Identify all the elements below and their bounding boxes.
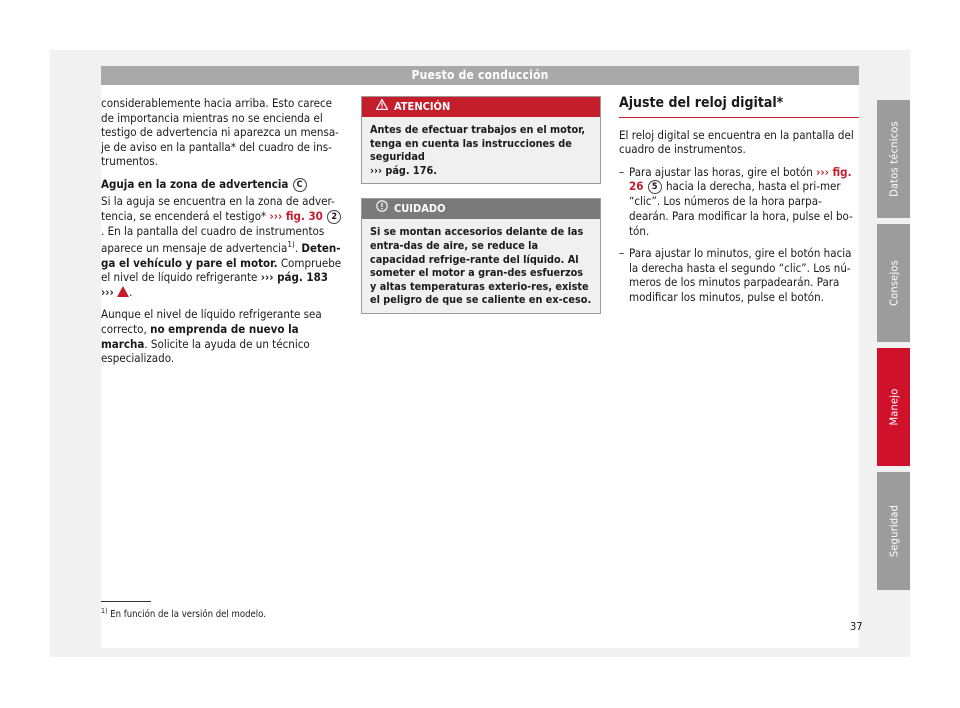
footnote-ref[interactable]: 1) [287,240,295,250]
list-item: – Para ajustar las horas, gire el botón ››› fig. 26 5 hacia la derecha, hasta el pri-mer “clic”. Los números de la hora parpa-dearán. Para modificar la hora, pulse el bo-tón. [619,164,853,238]
footnote: $^{1)}$ En función de la versión del modelo. [101,607,266,621]
page-link[interactable]: pág. 176 [385,163,434,177]
tab-manejo[interactable]: Manejo [877,348,910,466]
page-link[interactable]: ››› pág. 183 [260,270,329,285]
caution-box [361,198,601,314]
paragraph: Aunque el nivel de líquido refrigerante sea correcto, no emprenda de nuevo la marcha. Solicite la ayuda de un técnico especializado. [101,307,322,366]
caution-box-header: CUIDADO [362,199,600,219]
column-left [101,96,343,374]
column-middle [361,96,601,328]
tab-consejos[interactable]: Consejos [877,224,910,342]
callout-marker: 5 [648,180,662,194]
caution-box-body: Si se montan accesorios delante de las entra-das de aire, se reduce la capacidad refrige-rante del líquido. Al someter el motor a gran-des esfuerzos y altas temperaturas exterio-res, existe el peligro de que se caliente en ex-ceso. [362,219,600,313]
tab-seguridad[interactable]: Seguridad [877,472,910,590]
section-heading: Aguja en la zona de advertencia C [101,177,343,192]
tab-datos-tecnicos[interactable]: Datos técnicos [877,100,910,218]
figure-link[interactable]: ››› fig. 30 [269,208,323,223]
column-right [619,96,859,313]
warning-box [361,96,601,184]
page-header: Puesto de conducción [101,66,859,85]
list-item: – Para ajustar lo minutos, gire el botón hacia la derecha hasta el segundo “clic”. Los nú-meros de los minutos parpadearán. Para modificar los minutos, pulse el botón. [619,246,852,304]
warning-icon [376,97,388,117]
warning-box-header: ATENCIÓN [362,97,600,117]
callout-marker: 2 [327,210,341,224]
figure-link[interactable]: ››› fig. 26 [629,164,852,194]
paragraph: Si la aguja se encuentra en la zona de adver-tencia, se encenderá el testigo* ››› fig. 30 2. En la pantalla del cuadro de instrumentos aparece un mensaje de advertencia$^{1)}$. Deten-ga el vehículo y pare el motor. Compruebe el nivel de líquido refrigerante ››› pág. 183 ››› . [101,193,342,299]
callout-marker: C [293,178,307,192]
paragraph: El reloj digital se encuentra en la pantalla del cuadro de instrumentos. [619,127,854,157]
paragraph: considerablemente hacia arriba. Esto carece de importancia mientras no se encienda el testigo de advertencia ni aparezca un mensa-je de aviso en la pantalla* del cuadro de ins-trumentos. [101,96,339,169]
info-circle-icon [376,199,388,219]
warning-icon [117,286,129,297]
warning-box-body: Antes de efectuar trabajos en el motor, tenga en cuenta las instrucciones de seguridad ››› pág. 176. [362,117,600,183]
footnote-divider [101,601,151,602]
section-title: Ajuste del reloj digital* [619,96,859,118]
page-number: 37 [850,620,863,633]
